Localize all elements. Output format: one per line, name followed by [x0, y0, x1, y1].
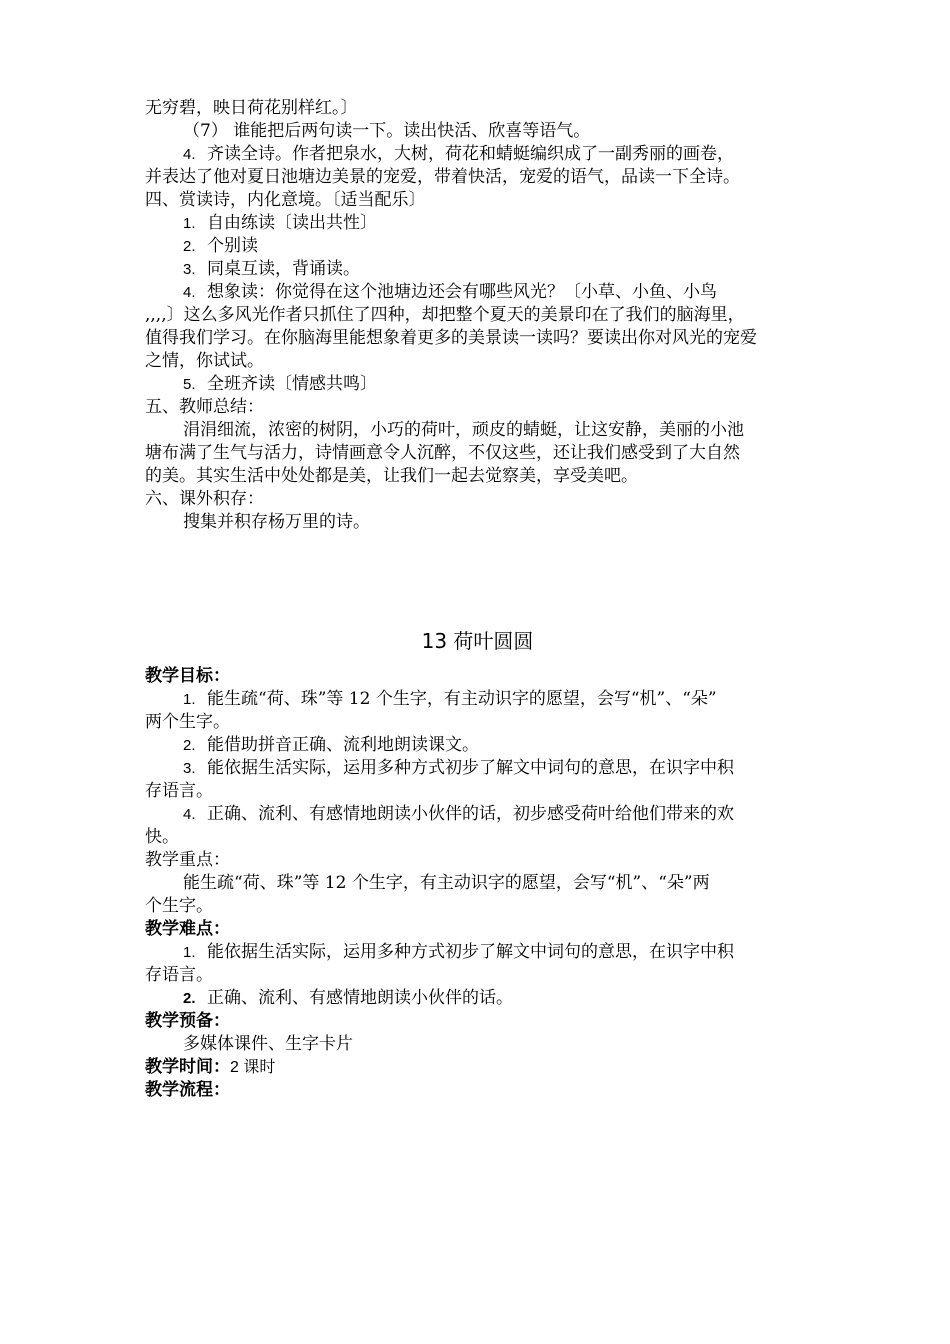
text-line: 搜集并积存杨万里的诗。 [183, 512, 370, 532]
flow-heading: 教学流程： [145, 1080, 230, 1100]
text-line: 无穷碧，映日荷花别样红。〕 [145, 98, 358, 118]
list-item [145, 941, 810, 964]
text-line: 个生字。 [145, 896, 213, 916]
list-item [145, 373, 810, 396]
item-text: 能借助拼音正确、流利地朗读课文。 [207, 735, 479, 755]
text-line: 能生疏“荷、珠”等 12 个生字，有主动识字的愿望，会写“机”、“朵”两 [183, 873, 710, 893]
list-item [145, 987, 810, 1010]
text-line: （7） 谁能把后两句读一下。读出快活、欣喜等语气。 [183, 121, 591, 141]
list-item [145, 281, 810, 304]
text-line: 值得我们学习。在你脑海里能想象着更多的美景读一读吗？要读出你对风光的宠爱 [145, 328, 757, 348]
difficulties-heading: 教学难点： [145, 919, 230, 939]
item-number: 4. [183, 806, 196, 823]
item-number: 4. [183, 146, 196, 163]
item-text: 能依据生活实际，运用多种方式初步了解文中词句的意思，在识字中积 [207, 758, 734, 778]
list-item [145, 143, 810, 166]
item-number: 3. [183, 760, 196, 777]
item-text: 齐读全诗。作者把泉水，大树，荷花和蜻蜓编织成了一副秀丽的画卷， [207, 144, 734, 164]
list-item [145, 757, 810, 780]
text-line: 之情，你试试。 [145, 351, 264, 371]
lesson-plan-continuation [145, 97, 810, 534]
text-line: 存语言。 [145, 965, 213, 985]
list-item [145, 688, 810, 711]
list-item [145, 258, 810, 281]
item-number: 4. [183, 284, 196, 301]
goals-heading: 教学目标： [145, 666, 230, 686]
section-heading: 六、课外积存： [145, 489, 264, 509]
item-text: 自由练读〔读出共性〕 [207, 213, 377, 233]
lesson-plan [145, 665, 810, 1102]
item-number: 2. [183, 990, 196, 1007]
section-heading: 五、教师总结： [145, 397, 264, 417]
item-text: 正确、流利、有感情地朗读小伙伴的话。 [207, 988, 513, 1008]
item-text: 正确、流利、有感情地朗读小伙伴的话，初步感受荷叶给他们带来的欢 [207, 804, 734, 824]
item-number: 5. [183, 376, 196, 393]
text-line: 并表达了他对夏日池塘边美景的宠爱，带着快活，宠爱的语气，品读一下全诗。 [145, 167, 740, 187]
item-text: 全班齐读〔情感共鸣〕 [207, 374, 377, 394]
lesson-title: 13 荷叶圆圆 [421, 629, 534, 653]
text-line: ,,,,〕这么多风光作者只抓住了四种，却把整个夏天的美景印在了我们的脑海里， [145, 305, 745, 325]
item-number: 1. [183, 215, 196, 232]
list-item [145, 734, 810, 757]
item-text: 能生疏“荷、珠”等 12 个生字，有主动识字的愿望，会写“机”、“朵” [207, 689, 717, 709]
text-line: 快。 [145, 827, 179, 847]
text-line: 多媒体课件、生字卡片 [183, 1034, 353, 1054]
text-line: 的美。其实生活中处处都是美，让我们一起去觉察美，享受美吧。 [145, 466, 638, 486]
time-line [145, 1056, 810, 1079]
item-text: 个别读 [207, 236, 258, 256]
list-item [145, 803, 810, 826]
item-number: 2. [183, 238, 196, 255]
text-line: 两个生字。 [145, 712, 230, 732]
item-number: 3. [183, 261, 196, 278]
item-number: 2. [183, 737, 196, 754]
text-line: 涓涓细流，浓密的树阴，小巧的荷叶，顽皮的蜻蜓，让这安静，美丽的小池 [183, 420, 744, 440]
text-line: 存语言。 [145, 781, 213, 801]
item-number: 1. [183, 691, 196, 708]
key-points-heading: 教学重点： [145, 850, 230, 870]
list-item [145, 235, 810, 258]
item-number: 1. [183, 944, 196, 961]
time-value: 2 课时 [230, 1059, 276, 1076]
list-item [145, 212, 810, 235]
item-text: 能依据生活实际，运用多种方式初步了解文中词句的意思，在识字中积 [207, 942, 734, 962]
preparation-heading: 教学预备： [145, 1011, 230, 1031]
time-heading: 教学时间： [145, 1057, 230, 1077]
section-heading: 四、赏读诗，内化意境。〔适当配乐〕 [145, 190, 426, 210]
item-text: 想象读：你觉得在这个池塘边还会有哪些风光？〔小草、小鱼、小鸟 [207, 282, 717, 302]
item-text: 同桌互读，背诵读。 [207, 259, 360, 279]
text-line: 塘布满了生气与活力，诗情画意令人沉醉，不仅这些，还让我们感受到了大自然 [145, 443, 740, 463]
